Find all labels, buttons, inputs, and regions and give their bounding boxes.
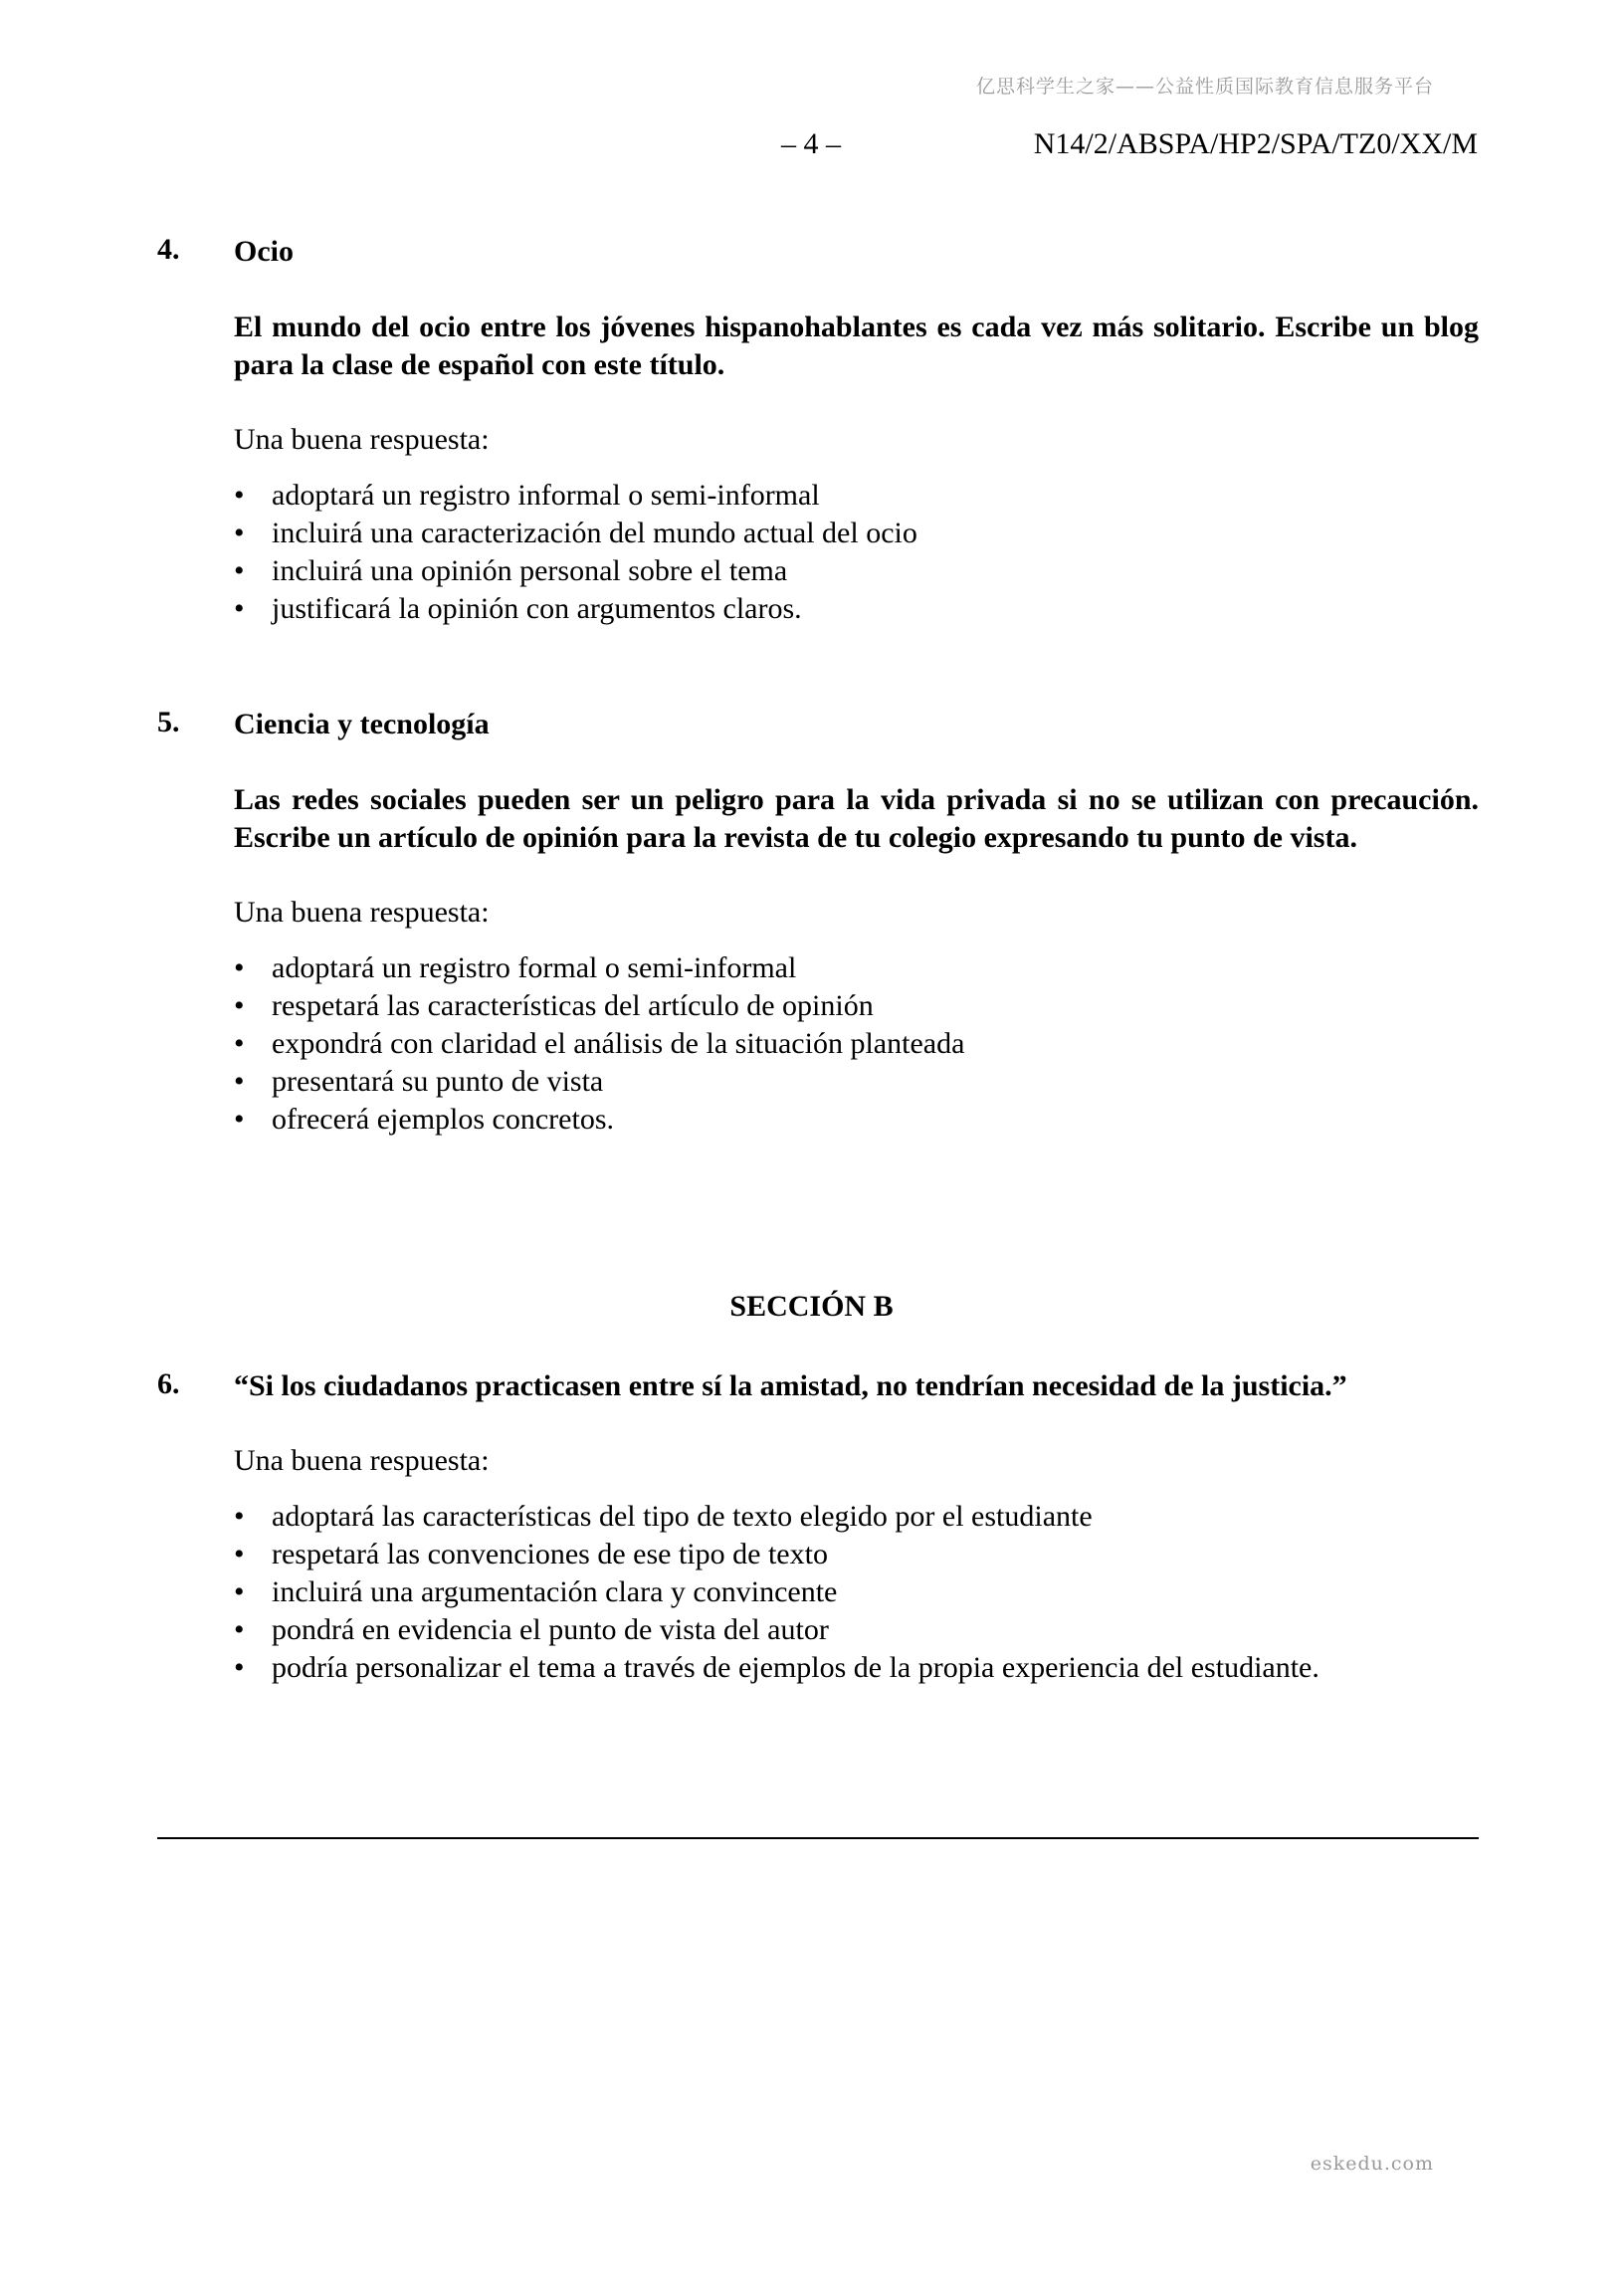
bullet-icon: • (234, 1027, 245, 1060)
bullet-icon: • (234, 989, 245, 1022)
criteria-item (234, 515, 1479, 552)
criteria-item (234, 1611, 1479, 1649)
question-5 (157, 706, 1479, 1139)
criteria-text: expondrá con claridad el análisis de la situación planteada (272, 1027, 965, 1060)
criteria-text: adoptará las características del tipo de texto elegido por el estudiante (272, 1500, 1093, 1533)
bullet-icon: • (234, 1103, 245, 1136)
bullet-icon: • (234, 554, 245, 587)
question-4 (157, 233, 1479, 628)
criteria-text: podría personalizar el tema a través de ejemplos de la propia experiencia del estudiante. (272, 1651, 1319, 1684)
footer-site-text: eskedu.com (1310, 2153, 1434, 2175)
criteria-item (234, 590, 1479, 628)
criteria-list (234, 949, 1479, 1139)
watermark-text: 亿思科学生之家——公益性质国际教育信息服务平台 (975, 76, 1434, 98)
criteria-text: justificará la opinión con argumentos claros. (272, 592, 802, 625)
bullet-icon: • (234, 1613, 245, 1646)
question-title: Ocio (234, 235, 294, 268)
criteria-item (234, 1063, 1479, 1101)
criteria-text: adoptará un registro informal o semi-informal (272, 479, 820, 512)
criteria-item (234, 477, 1479, 515)
bullet-icon: • (234, 517, 245, 549)
bullet-icon: • (234, 951, 245, 984)
bullet-icon: • (234, 1500, 245, 1533)
bullet-icon: • (234, 1575, 245, 1608)
question-title: “Si los ciudadanos practicasen entre sí la amistad, no tendrían necesidad de la justicia.” (234, 1369, 1347, 1402)
page-number: – 4 – (781, 127, 841, 160)
section-b-heading: SECCIÓN B (729, 1290, 894, 1323)
question-number: 5. (157, 706, 180, 738)
answer-intro: Una buena respuesta: (234, 1444, 490, 1477)
question-number: 6. (157, 1367, 180, 1400)
criteria-item (234, 1536, 1479, 1573)
criteria-item (234, 1573, 1479, 1611)
criteria-text: incluirá una opinión personal sobre el tema (272, 554, 788, 587)
criteria-item (234, 949, 1479, 987)
question-6 (157, 1367, 1479, 1687)
answer-intro: Una buena respuesta: (234, 896, 490, 929)
criteria-item (234, 1649, 1479, 1687)
bullet-icon: • (234, 1651, 245, 1684)
answer-intro: Una buena respuesta: (234, 423, 490, 456)
bullet-icon: • (234, 592, 245, 625)
criteria-text: pondrá en evidencia el punto de vista del autor (272, 1613, 829, 1646)
bullet-icon: • (234, 1065, 245, 1098)
criteria-text: respetará las características del artículo de opinión (272, 989, 874, 1022)
question-prompt: El mundo del ocio entre los jóvenes hispanohablantes es cada vez más solitario. Escribe un blog para la clase de español con este título. (234, 311, 1479, 381)
criteria-list (234, 477, 1479, 628)
criteria-item (234, 1101, 1479, 1139)
document-code: N14/2/ABSPA/HP2/SPA/TZ0/XX/M (1033, 127, 1478, 160)
criteria-text: incluirá una argumentación clara y convincente (272, 1575, 838, 1608)
bullet-icon: • (234, 479, 245, 512)
criteria-text: ofrecerá ejemplos concretos. (272, 1103, 614, 1136)
criteria-item (234, 987, 1479, 1025)
bullet-icon: • (234, 1538, 245, 1570)
footer-divider (157, 1837, 1479, 1839)
criteria-text: incluirá una caracterización del mundo actual del ocio (272, 517, 917, 549)
criteria-list (234, 1498, 1479, 1687)
criteria-text: adoptará un registro formal o semi-informal (272, 951, 797, 984)
question-number: 4. (157, 233, 180, 266)
criteria-text: presentará su punto de vista (272, 1065, 604, 1098)
criteria-text: respetará las convenciones de ese tipo de texto (272, 1538, 828, 1570)
criteria-item (234, 1025, 1479, 1063)
question-prompt: Las redes sociales pueden ser un peligro para la vida privada si no se utilizan con precaución. Escribe un artículo de opinión para la revista de tu colegio expresando tu punto de vista. (234, 783, 1479, 854)
question-title: Ciencia y tecnología (234, 708, 490, 740)
criteria-item (234, 1498, 1479, 1536)
criteria-item (234, 552, 1479, 590)
